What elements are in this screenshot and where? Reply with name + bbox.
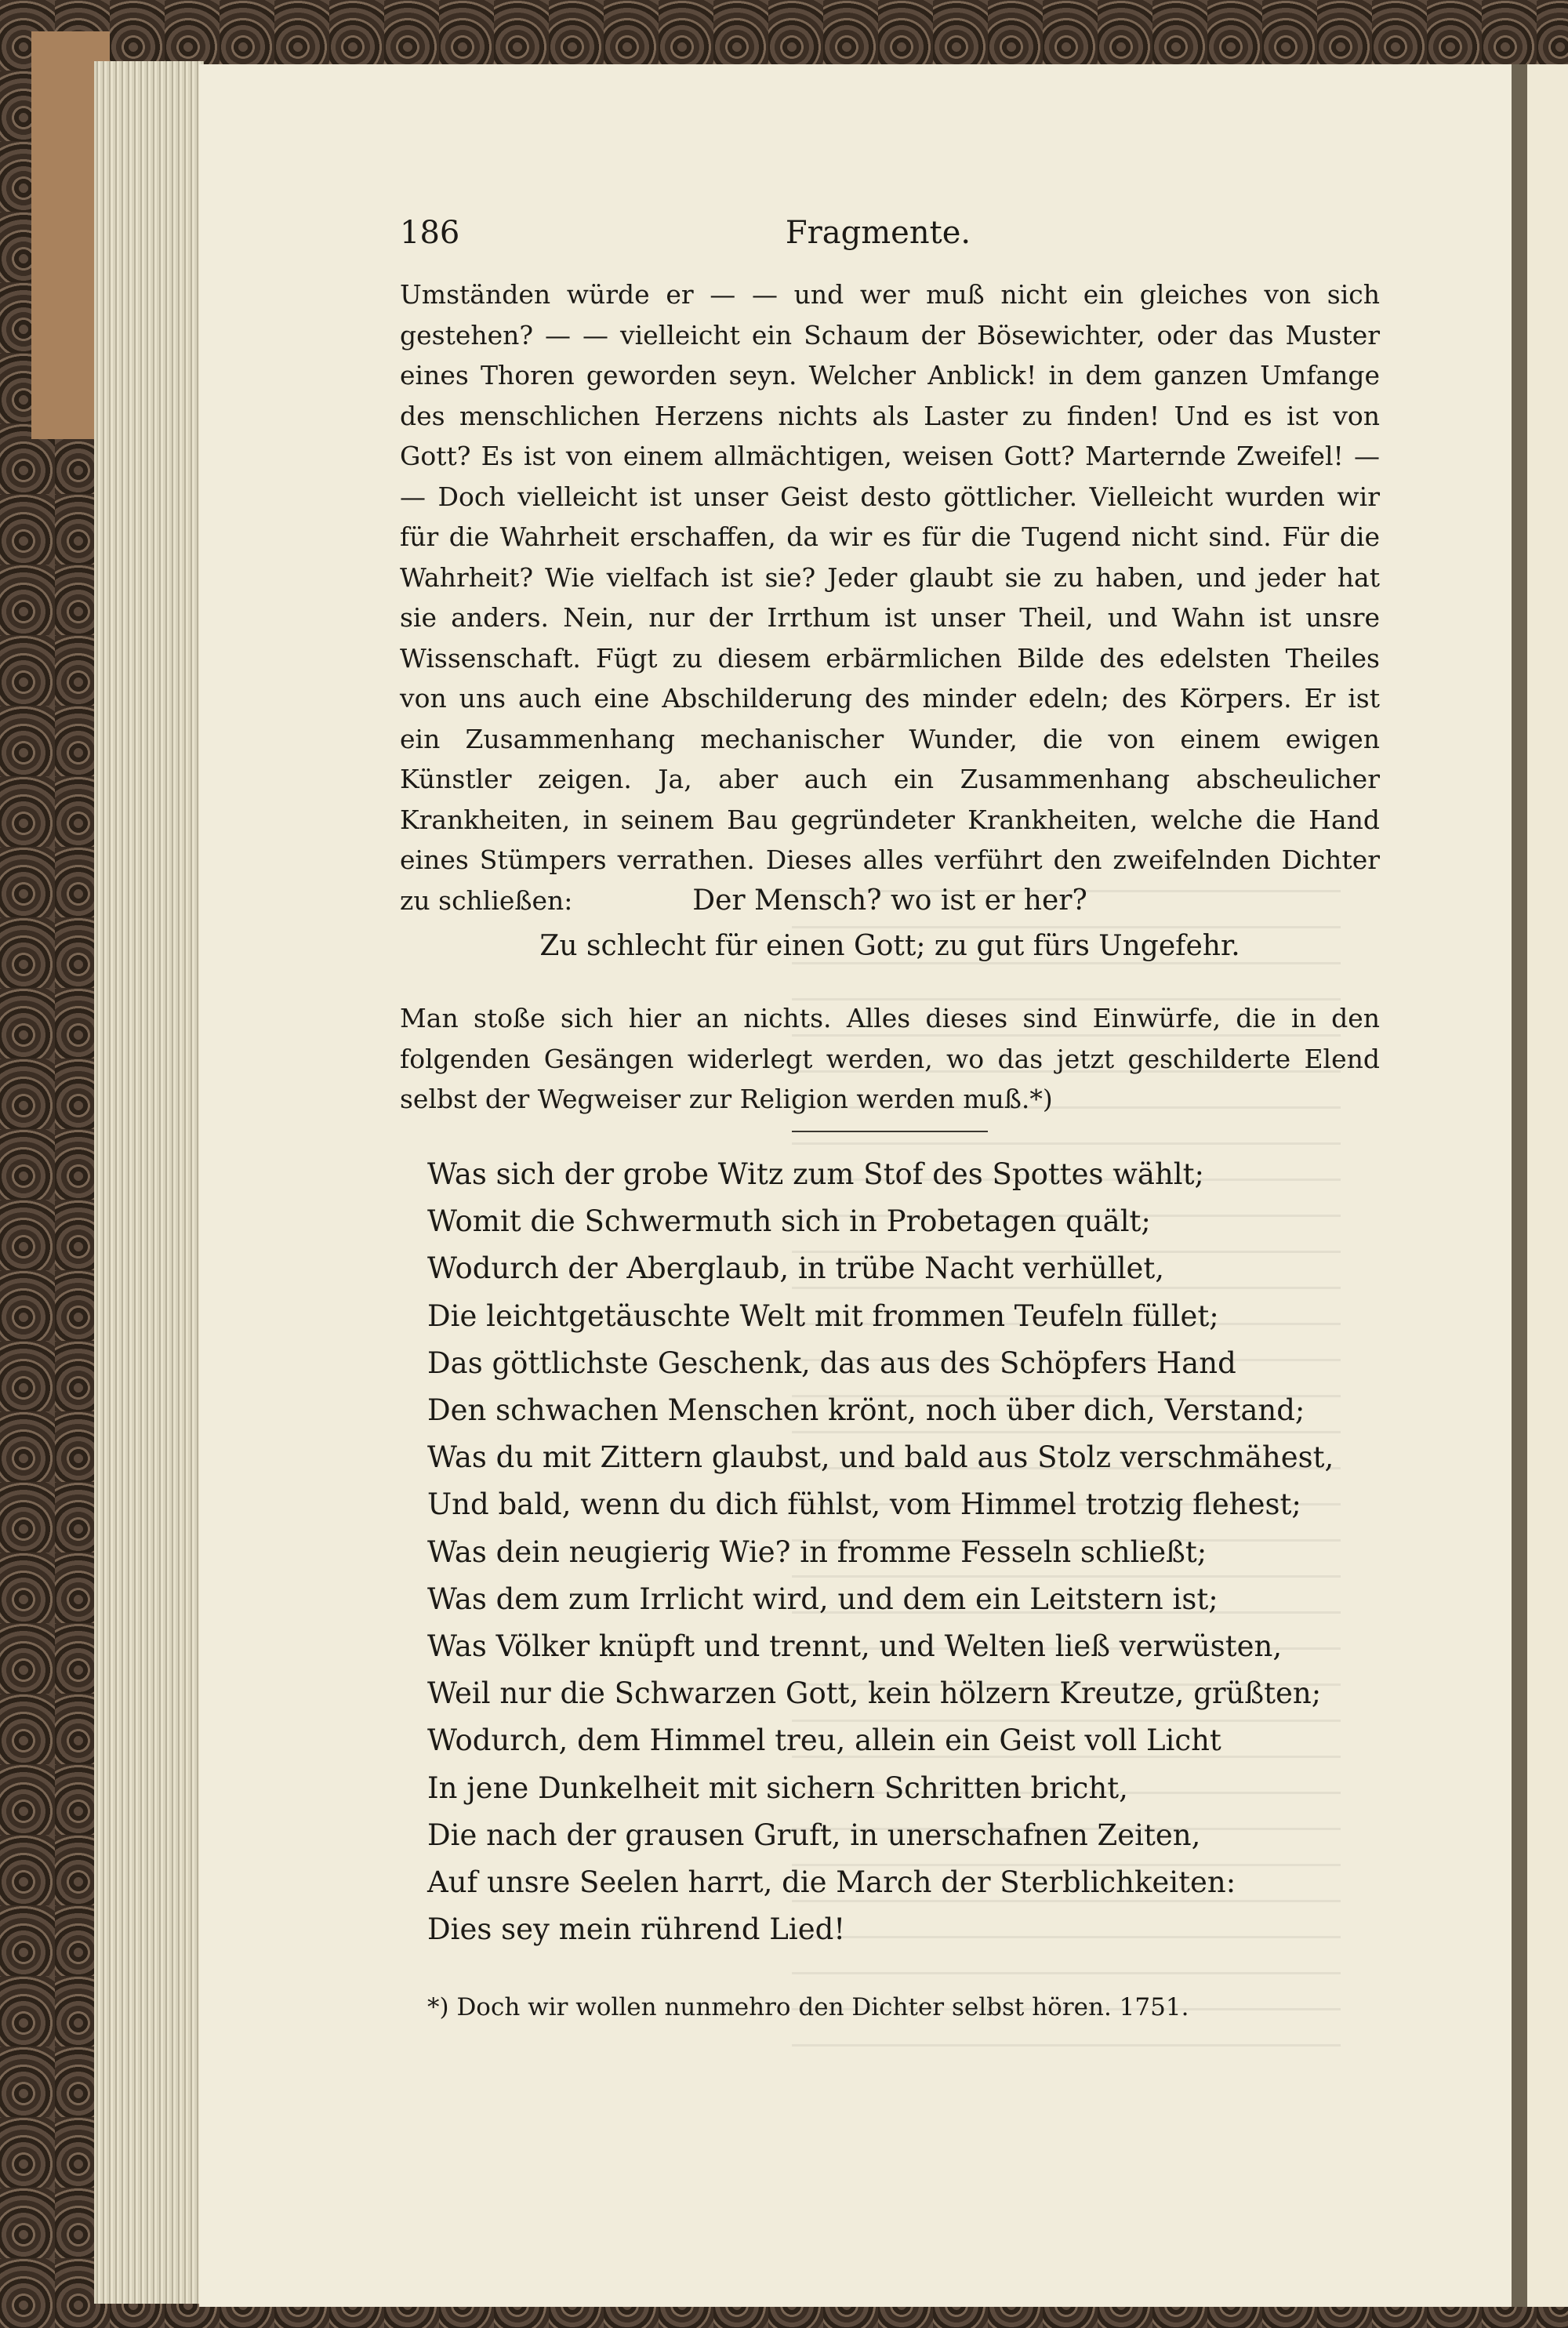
poem-line: Was dein neugierig Wie? in fromme Fesseln schließt; <box>427 1534 1207 1569</box>
paragraph: Umständen würde er — — und wer muß nicht ein gleiches von sich gestehen? — — vielleicht ein Schaum der Bösewichter, oder das Muster eines Thoren geworden seyn. Welcher Anblick! in dem ganzen Umfange des menschlichen Herzens nichts als Laster zu finden! Und es ist von Gott? Es ist von einem allmächtigen, weisen Gott? Marternde Zweifel! — — Doch vielleicht ist unser Geist desto göttlicher. Vielleicht wurden wir für die Wahrheit erschaffen, da wir es für die Tugend nicht sind. Für die Wahrheit? Wie vielfach ist sie? Jeder glaubt sie zu haben, und jeder hat sie anders. Nein, nur der Irrthum ist unser Theil, und Wahn ist unsre Wissenschaft. Fügt zu diesem erbärmlichen Bilde des edelsten Theiles von uns auch eine Abschilderung des minder edeln; des Körpers. Er ist ein Zusammenhang mechanischer Wunder, die von einem ewigen Künstler zeigen. Ja, aber auch ein Zusammenhang abscheulicher Krankheiten, in seinem Bau gegründeter Krankheiten, welche die Hand eines Stümpers verrathen. Dieses alles verführt den zweifelnden Dichter zu schließen: <box>400 279 1380 916</box>
poem-line: Das göttlichste Geschenk, das aus des Schöpfers Hand <box>427 1346 1236 1380</box>
running-header <box>400 213 1356 252</box>
poem-line: Wodurch, dem Himmel treu, allein ein Geist voll Licht <box>427 1723 1221 1758</box>
paragraph: Man stoße sich hier an nichts. Alles dieses sind Einwürfe, die in den folgenden Gesängen widerlegt werden, wo das jetzt geschilderte Elend selbst der Wegweiser zur Religion werden muß.*) <box>400 1003 1380 1114</box>
body-text-continued <box>400 972 1380 1146</box>
poem-line: Was dem zum Irrlicht wird, und dem ein Leitstern ist; <box>427 1582 1218 1616</box>
couplet-line: Der Mensch? wo ist er her? <box>692 884 1087 917</box>
page-edges <box>94 61 204 2304</box>
poem <box>427 1151 1368 1953</box>
body-text <box>400 274 1380 921</box>
facing-page-edge <box>1527 64 1568 2307</box>
poem-line: Den schwachen Menschen krönt, noch über dich, Verstand; <box>427 1393 1305 1428</box>
poem-line: Dies sey mein rührend Lied! <box>427 1912 846 1947</box>
poem-line: Wodurch der Aberglaub, in trübe Nacht verhüllet, <box>427 1251 1165 1286</box>
poem-line: Die nach der grausen Gruft, in unerschafnen Zeiten, <box>427 1818 1201 1852</box>
poem-line: Was Völker knüpft und trennt, und Welten ließ verwüsten, <box>427 1629 1283 1664</box>
poem-line: Die leichtgetäuschte Welt mit frommen Teufeln füllet; <box>427 1298 1219 1333</box>
poem-line: In jene Dunkelheit mit sichern Schritten bricht, <box>427 1771 1128 1805</box>
couplet-line: Zu schlecht für einen Gott; zu gut fürs Ungefehr. <box>539 930 1240 962</box>
running-title: Fragmente. <box>785 215 971 251</box>
poem-line: Womit die Schwermuth sich in Probetagen quält; <box>427 1204 1151 1239</box>
section-divider <box>792 1131 988 1132</box>
poem-line: Was sich der grobe Witz zum Stof des Spottes wählt; <box>427 1157 1204 1191</box>
quoted-couplet <box>400 878 1380 969</box>
poem-line: Weil nur die Schwarzen Gott, kein hölzern Kreutze, grüßten; <box>427 1676 1322 1711</box>
poem-line: Und bald, wenn du dich fühlst, vom Himmel trotzig flehest; <box>427 1487 1301 1522</box>
poem-line: Auf unsre Seelen harrt, die March der Sterblichkeiten: <box>427 1865 1236 1900</box>
page-number: 186 <box>400 215 460 251</box>
footnote: *) Doch wir wollen nunmehro den Dichter selbst hören. 1751. <box>427 1993 1189 2021</box>
poem-line: Was du mit Zittern glaubst, und bald aus Stolz verschmähest, <box>427 1440 1334 1475</box>
